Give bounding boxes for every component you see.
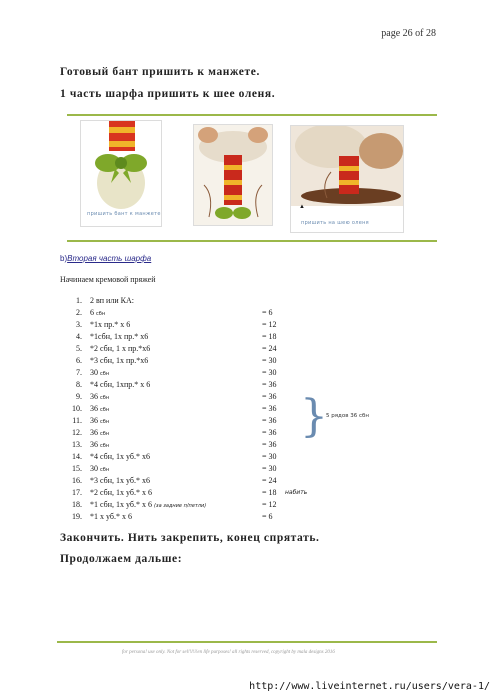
heading-continue: Продолжаем дальше: — [60, 553, 183, 565]
pattern-row: 4. *1сбн, 1х пр.* х6 = 18 — [76, 332, 277, 341]
pattern-row: 12. 36 сбн = 36 — [72, 428, 277, 437]
pattern-row: 16. *3 сбн, 1х уб.* х6 = 24 — [72, 476, 277, 485]
pattern-row: 2. 6 сбн = 6 — [76, 308, 273, 317]
arrow-marker-icon: ▲ — [299, 204, 305, 210]
photo-caption-neck: пришить на шею оленя — [301, 220, 369, 226]
heading-finish: Закончить. Нить закрепить, конец спрятать. — [60, 532, 320, 544]
photo-scarf-on-neck — [290, 125, 404, 233]
photo-deer-scarf — [193, 124, 273, 226]
pattern-row: 8. *4 сбн, 1хпр.* х 6 = 36 — [76, 380, 277, 389]
pattern-row: 11. 36 сбн = 36 — [72, 416, 277, 425]
heading-bow: Готовый бант пришить к манжете. — [60, 66, 260, 78]
pattern-row: 3. *1х пр.* х 6 = 12 — [76, 320, 277, 329]
footer-copyright: for persona! use only. Not for sel!!l!i!en life purposes! all rights reserved, copyright by mala designs 2016 — [122, 650, 335, 655]
pattern-row: 13. 36 сбн = 36 — [72, 440, 277, 449]
pattern-row: 18. *1 сбн, 1х уб.* х 6 (за задние п/петли) = 12 — [72, 500, 277, 509]
pattern-row: 19. *1 х уб.* х 6 = 6 — [72, 512, 273, 521]
footer-line — [57, 641, 437, 643]
pattern-row: 1. 2 вп или КА: — [76, 296, 134, 305]
section-title-text: Вторая часть шарфа — [67, 254, 152, 263]
rows-brace-icon: } — [300, 391, 328, 442]
pattern-row: 7. 30 сбн = 30 — [76, 368, 277, 377]
pattern-row: 15. 30 сбн = 30 — [72, 464, 277, 473]
photo-frame-top-line — [67, 114, 437, 116]
photo-frame-bottom-line — [67, 240, 437, 242]
pattern-row: 9. 36 сбн = 36 — [76, 392, 277, 401]
heading-scarf-part1: 1 часть шарфа пришить к шее оленя. — [60, 88, 276, 100]
neck-scarf-illustration — [291, 126, 403, 206]
pattern-row: 17. *2 сбн, 1х уб.* х 6 = 18 набить — [72, 488, 308, 497]
section-intro: Начинаем кремовой пряжей — [60, 275, 156, 284]
source-url[interactable]: http://www.liveinternet.ru/users/vera-1/ — [249, 681, 490, 692]
brace-note: 5 рядов 36 сбн — [326, 413, 369, 419]
section-title — [60, 254, 151, 263]
pattern-row: 14. *4 сбн, 1х уб.* х6 = 30 — [72, 452, 277, 461]
pattern-row: 10. 36 сбн = 36 — [72, 404, 277, 413]
photo-bow-on-cuff — [80, 120, 162, 227]
pattern-row: 6. *3 сбн, 1х пр.*х6 = 30 — [76, 356, 277, 365]
photo-caption-bow: пришить бант к манжете — [87, 211, 161, 217]
pattern-row: 5. *2 сбн, 1 х пр.*х6 = 24 — [76, 344, 277, 353]
deer-scarf-illustration — [194, 125, 272, 225]
page-number: page 26 of 28 — [381, 28, 436, 39]
section-prefix: b) — [60, 254, 68, 263]
